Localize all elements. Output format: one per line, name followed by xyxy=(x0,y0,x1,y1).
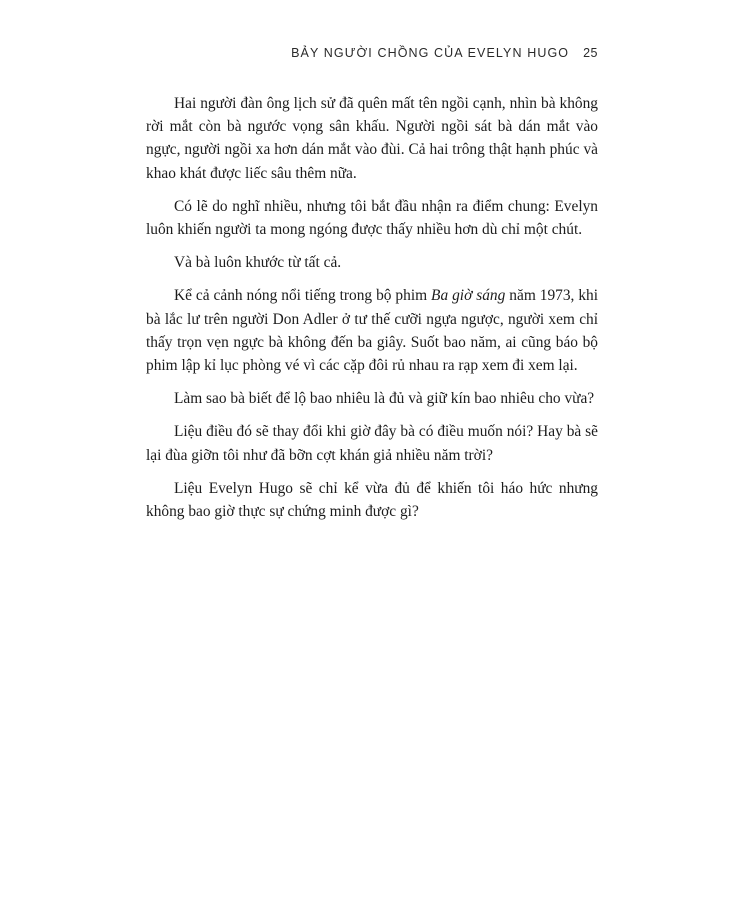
paragraph-1: Hai người đàn ông lịch sử đã quên mất tên ngồi cạnh, nhìn bà không rời mắt còn bà ngước vọng sân khấu. Người ngồi sát bà dán mắt vào ngực, người ngồi xa hơn dán mắt vào đùi. Cả hai trông thật hạnh phúc và khao khát được liếc sâu thêm nữa. xyxy=(146,95,598,182)
paragraph-6: Liệu điều đó sẽ thay đổi khi giờ đây bà có điều muốn nói? Hay bà sẽ lại đùa giỡn tôi như đã bỡn cợt khán giả nhiều năm trời? xyxy=(146,423,598,464)
paragraph-4-before: Kể cả cảnh nóng nổi tiếng trong bộ phim xyxy=(174,287,432,305)
film-title: Ba giờ sáng xyxy=(431,287,506,305)
paragraph-5: Làm sao bà biết để lộ bao nhiêu là đủ và giữ kín bao nhiêu cho vừa? xyxy=(174,390,595,408)
paragraph-4 xyxy=(146,284,598,377)
paragraph-3: Và bà luôn khước từ tất cả. xyxy=(174,254,342,272)
running-header xyxy=(150,46,598,60)
book-title: BẢY NGƯỜI CHỒNG CỦA EVELYN HUGO xyxy=(291,46,570,60)
paragraph-4-after: năm 1973, khi bà lắc lư trên người Don Adler ở tư thế cưỡi ngựa ngược, người xem chỉ thấy trọn vẹn ngực bà không đến ba giây. Suốt bao năm, ai cũng báo bộ phim lập kỉ lục phòng vé vì các cặp đôi rủ nhau ra rạp xem đi xem lại. xyxy=(146,287,598,375)
page-number: 25 xyxy=(583,46,598,60)
paragraph-2: Có lẽ do nghĩ nhiều, nhưng tôi bắt đầu nhận ra điểm chung: Evelyn luôn khiến người ta mong ngóng được thấy nhiều hơn dù chỉ một chút. xyxy=(146,197,598,239)
body-text xyxy=(146,92,598,533)
paragraph-7: Liệu Evelyn Hugo sẽ chỉ kể vừa đủ để khiến tôi háo hức nhưng không bao giờ thực sự chứng minh được gì? xyxy=(146,479,598,521)
